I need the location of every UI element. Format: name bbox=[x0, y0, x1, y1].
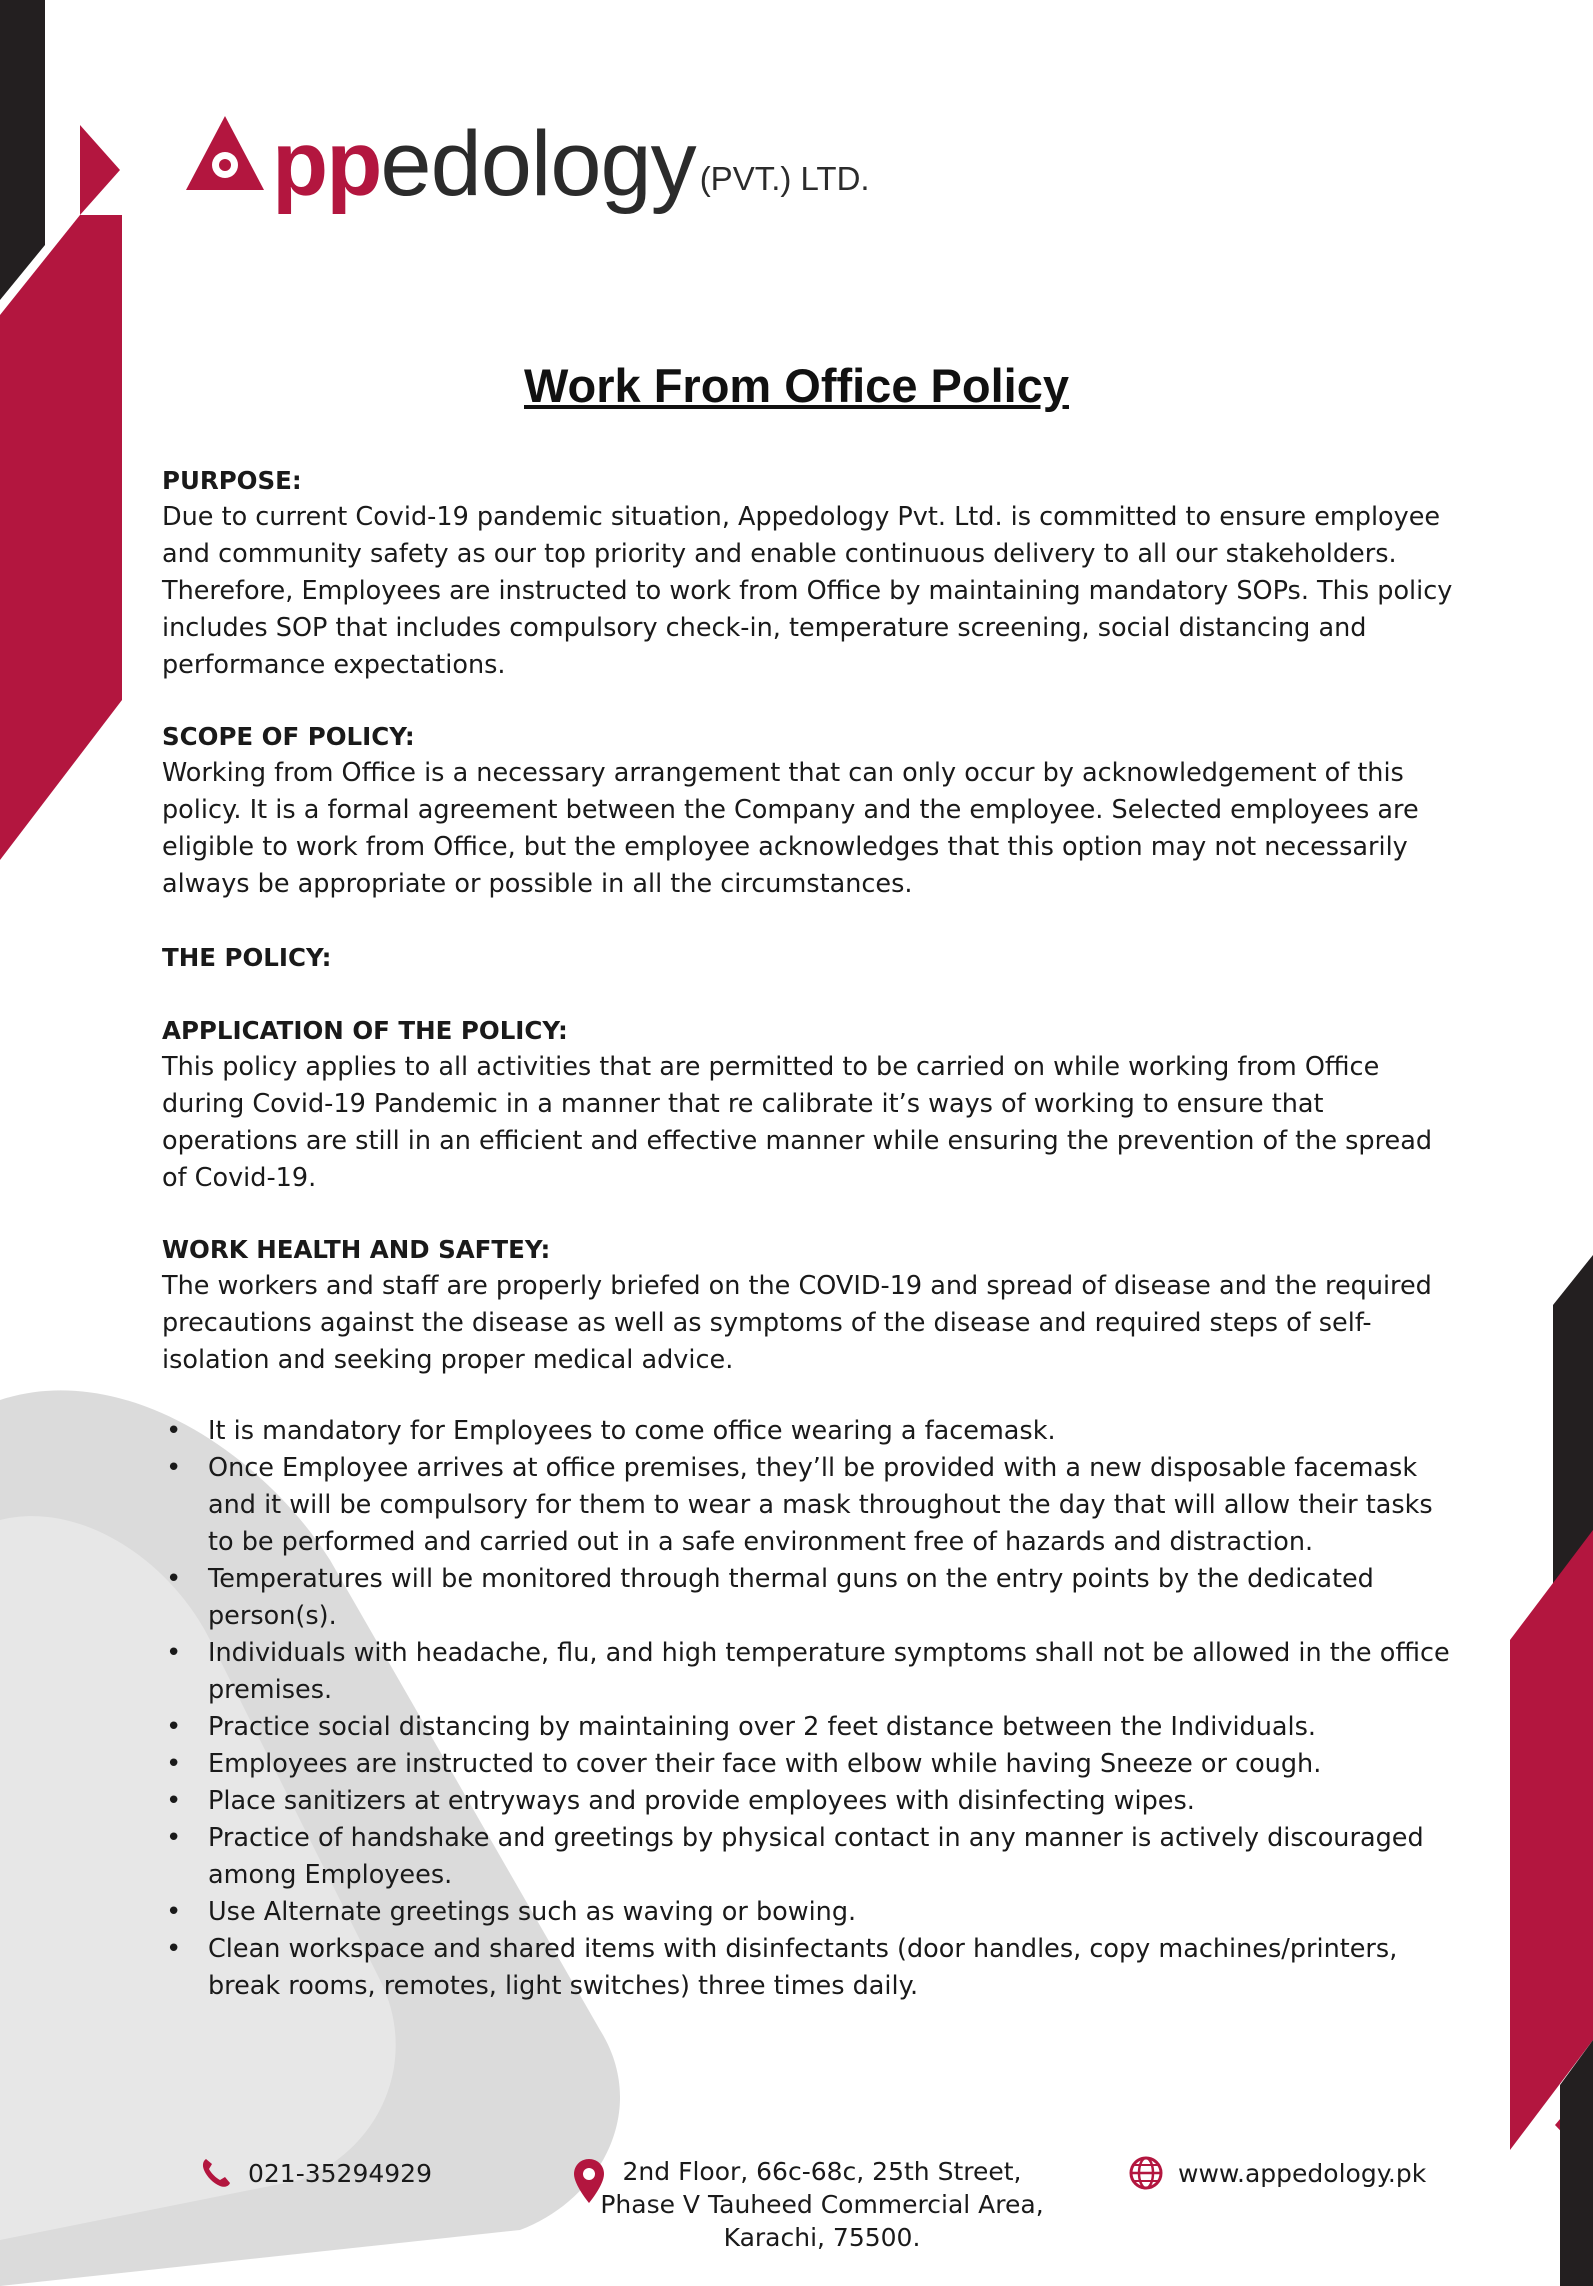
logo-text-pp: pp bbox=[272, 113, 381, 215]
list-item: • Practice of handshake and greetings by physical contact in any manner is actively discouraged among Employees. bbox=[162, 1820, 1462, 1894]
page-title: Work From Office Policy bbox=[524, 359, 1069, 412]
footer-website bbox=[1128, 2155, 1426, 2191]
logo-text-rest: edology bbox=[380, 113, 696, 215]
left-red-band bbox=[0, 215, 122, 860]
left-red-chevron bbox=[80, 125, 120, 215]
address-line-1: 2nd Floor, 66c-68c, 25th Street, bbox=[622, 2157, 1022, 2186]
policy-body bbox=[162, 462, 1462, 2005]
globe-icon bbox=[1128, 2155, 1164, 2191]
application-heading: APPLICATION OF THE POLICY: bbox=[162, 1016, 568, 1045]
appedology-logo-mark-icon bbox=[182, 110, 268, 196]
purpose-heading: PURPOSE: bbox=[162, 466, 302, 495]
website-link[interactable]: www.appedology.pk bbox=[1178, 2158, 1427, 2188]
policy-heading: THE POLICY: bbox=[162, 943, 332, 972]
list-item: • Practice social distancing by maintaining over 2 feet distance between the Individuals. bbox=[162, 1709, 1462, 1746]
phone-icon bbox=[198, 2155, 234, 2191]
phone-number: 021-35294929 bbox=[248, 2158, 432, 2188]
list-item: • Clean workspace and shared items with disinfectants (door handles, copy machines/printers, break rooms, remotes, light switches) three times daily. bbox=[162, 1931, 1462, 2005]
address-line-2: Phase V Tauheed Commercial Area, bbox=[600, 2190, 1044, 2219]
scope-text: Working from Office is a necessary arrangement that can only occur by acknowledgement of this policy. It is a formal agreement between the Company and the employee. Selected employees are eligible to work from Office, but the employee acknowledges that this option may not necessarily always be appropriate or possible in all the circumstances. bbox=[162, 758, 1419, 899]
list-item: • Place sanitizers at entryways and provide employees with disinfecting wipes. bbox=[162, 1783, 1462, 1820]
application-text: This policy applies to all activities that are permitted to be carried on while working from Office during Covid-19 Pandemic in a manner that re calibrate it’s ways of working to ensure that operations are still in an efficient and effective manner while ensuring the prevention of the spread of Covid-19. bbox=[162, 1052, 1433, 1193]
logo-suffix: (PVT.) LTD. bbox=[699, 160, 870, 197]
scope-heading: SCOPE OF POLICY: bbox=[162, 722, 415, 751]
left-dark-stripe bbox=[0, 0, 45, 300]
list-item: • It is mandatory for Employees to come office wearing a facemask. bbox=[162, 1413, 1462, 1450]
purpose-text: Due to current Covid-19 pandemic situation, Appedology Pvt. Ltd. is committed to ensure employee and community safety as our top priority and enable continuous delivery to all our stakeholders. Therefore, Employees are instructed to work from Office by maintaining mandatory SOPs. This policy includes SOP that includes compulsory check-in, temperature screening, social distancing and performance expectations. bbox=[162, 502, 1453, 680]
list-item: • Use Alternate greetings such as waving or bowing. bbox=[162, 1894, 1462, 1931]
address-line-3: Karachi, 75500. bbox=[723, 2223, 921, 2252]
list-item: • Individuals with headache, flu, and high temperature symptoms shall not be allowed in the office premises. bbox=[162, 1635, 1462, 1709]
location-pin-icon bbox=[572, 2157, 606, 2205]
sop-bullet-list bbox=[162, 1413, 1462, 2005]
health-text: The workers and staff are properly briefed on the COVID-19 and spread of disease and the required precautions against the disease as well as symptoms of the disease and required steps of self- isolation and seeking proper medical advice. bbox=[162, 1271, 1432, 1375]
health-heading: WORK HEALTH AND SAFTEY: bbox=[162, 1235, 551, 1264]
list-item: • Temperatures will be monitored through thermal guns on the entry points by the dedicated person(s). bbox=[162, 1561, 1462, 1635]
footer-phone bbox=[198, 2155, 432, 2191]
company-logo bbox=[182, 100, 870, 215]
footer-address bbox=[572, 2155, 1072, 2254]
list-item: • Employees are instructed to cover their face with elbow while having Sneeze or cough. bbox=[162, 1746, 1462, 1783]
list-item: • Once Employee arrives at office premises, they’ll be provided with a new disposable facemask and it will be compulsory for them to wear a mask throughout the day that will allow their tasks to be performed and carried out in a safe environment free of hazards and distraction. bbox=[162, 1450, 1462, 1561]
